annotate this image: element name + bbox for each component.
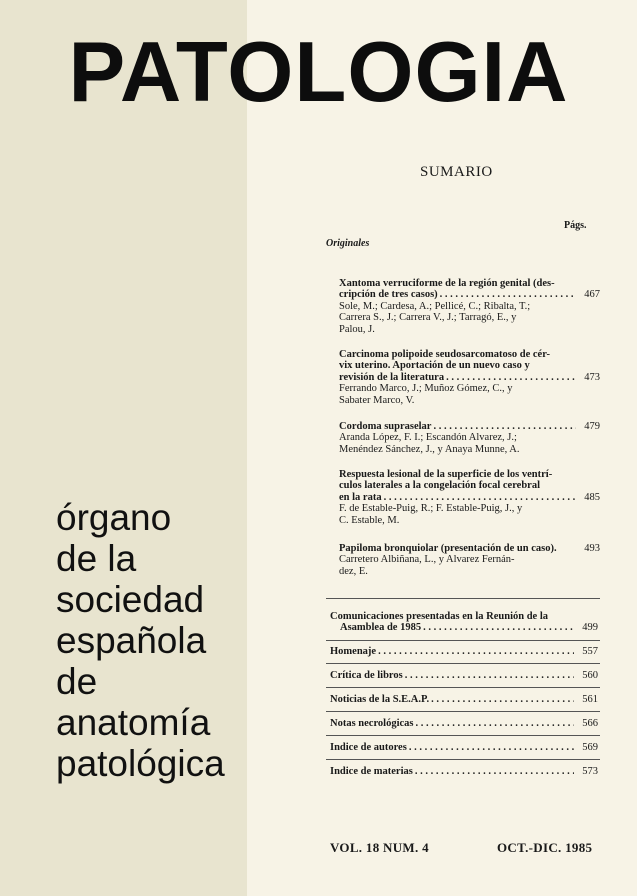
dot-leader xyxy=(433,421,576,432)
tagline-line: órgano xyxy=(56,497,172,538)
divider xyxy=(326,663,600,664)
tagline-line: española xyxy=(56,620,207,661)
section-title-line: Indice de materias xyxy=(330,766,413,777)
section-page: 561 xyxy=(582,694,598,705)
entry-author-line: dez, E. xyxy=(339,565,368,577)
toc-entry xyxy=(339,543,600,577)
dot-leader xyxy=(415,766,574,777)
divider xyxy=(326,759,600,760)
dot-leader xyxy=(384,492,576,503)
tagline-line: patológica xyxy=(56,743,225,784)
section-title-line: Noticias de la S.E.A.P. xyxy=(330,694,430,705)
dot-leader xyxy=(431,694,574,705)
toc-section xyxy=(330,742,598,753)
journal-title: PATOLOGIA xyxy=(68,25,569,120)
entry-author-line: Ferrando Marco, J.; Muñoz Gómez, C., y xyxy=(339,383,513,395)
section-title-line: Indice de autores xyxy=(330,742,407,753)
issue-date: OCT.-DIC. 1985 xyxy=(497,840,593,855)
entry-author-line: Sabater Marco, V. xyxy=(339,394,415,406)
entry-page: 485 xyxy=(584,491,600,503)
entry-author-line: Sole, M.; Cardesa, A.; Pellicé, C.; Ribalta, T.; xyxy=(339,300,531,312)
section-page: 573 xyxy=(582,766,598,777)
section-page: 560 xyxy=(582,670,598,681)
entry-page: 473 xyxy=(584,371,600,383)
entry-title-line: Xantoma verruciforme de la región genital (des- xyxy=(339,278,555,289)
dot-leader xyxy=(446,372,576,383)
entry-title-line: en la rata xyxy=(339,491,382,503)
volume-number: VOL. 18 NUM. 4 xyxy=(330,840,429,855)
section-title-line: Asamblea de 1985 xyxy=(340,622,422,634)
tagline-line: de la xyxy=(56,538,137,579)
divider xyxy=(326,598,600,599)
tagline-line: anatomía xyxy=(56,702,211,743)
divider xyxy=(326,711,600,712)
entry-author-line: Menéndez Sánchez, J., y Anaya Munne, A. xyxy=(339,443,520,455)
dot-leader xyxy=(416,718,574,729)
entry-page: 493 xyxy=(584,543,600,554)
entry-author-line: Carretero Albiñana, L., y Alvarez Fernán- xyxy=(339,554,515,566)
dot-leader xyxy=(423,622,574,633)
tagline-line: sociedad xyxy=(56,579,205,620)
section-title-line: Comunicaciones presentadas en la Reunión de la xyxy=(330,611,548,622)
entry-title-line: Carcinoma polipoide seudosarcomatoso de cér- xyxy=(339,349,550,360)
entry-title-line: Papiloma bronquiolar (presentación de un caso). xyxy=(339,543,557,554)
section-page: 557 xyxy=(582,646,598,657)
entry-title-line: cripción de tres casos) xyxy=(339,289,438,301)
toc-entry xyxy=(339,278,600,335)
dot-leader xyxy=(409,742,574,753)
toc-section xyxy=(330,718,598,729)
entry-page: 467 xyxy=(584,289,600,301)
toc-section xyxy=(330,611,598,634)
toc-entry xyxy=(339,349,600,406)
divider xyxy=(326,687,600,688)
divider xyxy=(326,735,600,736)
entry-title-line: vix uterino. Aportación de un nuevo caso y xyxy=(339,360,530,372)
section-label-originales: Originales xyxy=(326,238,370,249)
entry-author-line: Carrera S., J.; Carrera V., J.; Tarragó, E., y xyxy=(339,312,517,324)
toc-section xyxy=(330,646,598,657)
section-page: 569 xyxy=(582,742,598,753)
section-title-line: Homenaje xyxy=(330,646,377,657)
entry-author-line: Aranda López, F. I.; Escandón Alvarez, J.; xyxy=(339,432,517,444)
summary-heading: SUMARIO xyxy=(420,164,493,180)
entry-author-line: F. de Estable-Puig, R.; F. Estable-Puig, J., y xyxy=(339,503,523,515)
dot-leader xyxy=(440,289,576,300)
dot-leader xyxy=(405,670,574,681)
tagline-line: de xyxy=(56,661,98,702)
toc-section xyxy=(330,694,598,705)
entry-title-line: culos laterales a la congelación focal cerebral xyxy=(339,480,541,492)
toc-section xyxy=(330,670,598,681)
journal-tagline xyxy=(56,497,225,784)
section-page: 499 xyxy=(582,622,598,634)
dot-leader xyxy=(378,646,574,657)
pages-column-label: Págs. xyxy=(564,220,587,231)
entry-title-line: revisión de la literatura xyxy=(339,371,445,383)
entry-author-line: C. Estable, M. xyxy=(339,514,400,526)
entry-author-line: Palou, J. xyxy=(339,323,375,335)
entry-page: 479 xyxy=(584,421,600,432)
toc-entry xyxy=(339,469,600,526)
divider xyxy=(326,640,600,641)
entry-title-line: Cordoma supraselar xyxy=(339,421,432,432)
section-title-line: Crítica de libros xyxy=(330,670,403,681)
section-title-line: Notas necrológicas xyxy=(330,718,414,729)
toc-entry xyxy=(339,421,600,455)
section-page: 566 xyxy=(582,718,598,729)
entry-title-line: Respuesta lesional de la superficie de los ventrí- xyxy=(339,469,553,480)
toc-section xyxy=(330,766,598,777)
